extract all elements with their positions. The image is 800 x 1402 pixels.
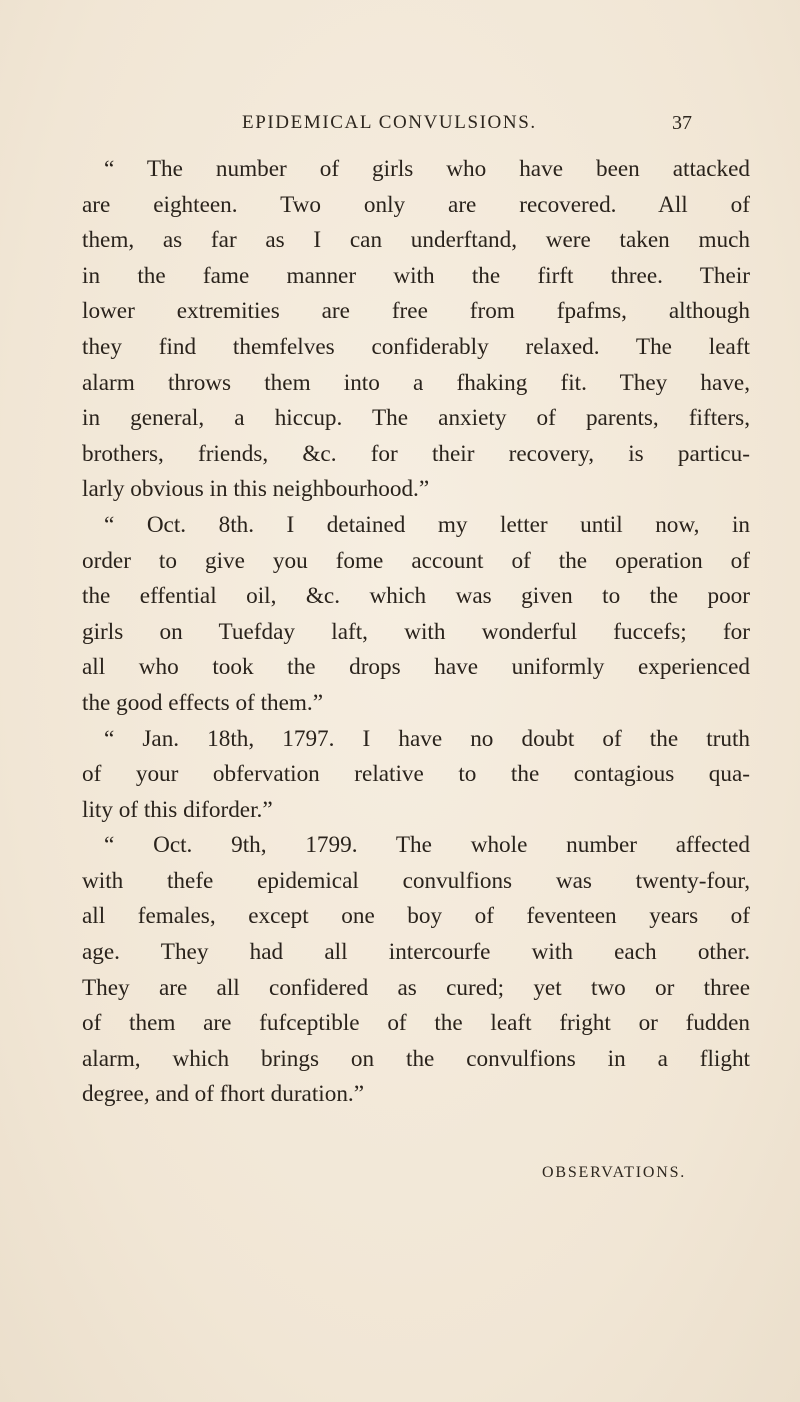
text-line: them, as far as I can underftand, were taken much [82,227,750,254]
text-line: the effential oil, &c. which was given to the poor [82,583,750,610]
text-line: degree, and of fhort duration.” [82,1081,364,1108]
text-line: “ The number of girls who have been attacked [104,156,750,182]
text-line: brothers, friends, &c. for their recovery, is particu- [82,440,750,467]
text-line: in general, a hiccup. The anxiety of parents, fifters, [82,405,750,432]
text-line: “ Oct. 9th, 1799. The whole number affected [104,832,750,859]
text-line: all who took the drops have uniformly experienced [82,654,750,681]
body-text [82,152,750,1113]
text-line: They are all confidered as cured; yet two or three [82,974,750,1001]
text-line: of them are fufceptible of the leaft fright or fudden [82,1010,750,1037]
running-title: EPIDEMICAL CONVULSIONS. [242,112,537,133]
text-line: they find themfelves confiderably relaxed. The leaft [82,333,750,360]
catchword: OBSERVATIONS. [542,1164,687,1181]
text-line: the good effects of them.” [82,689,324,716]
text-line: lower extremities are free from fpafms, although [82,298,750,325]
text-line: girls on Tuefday laft, with wonderful fuccefs; for [82,618,750,645]
text-line: alarm throws them into a fhaking fit. They have, [82,369,750,396]
text-line: all females, except one boy of feventeen years of [82,903,750,930]
text-line: alarm, which brings on the convulfions in a flight [82,1045,750,1072]
text-line: are eighteen. Two only are recovered. All of [82,191,750,218]
text-line: order to give you fome account of the operation of [82,547,750,574]
text-line: with thefe epidemical convulfions was twenty-four, [82,867,750,894]
text-line: “ Oct. 8th. I detained my letter until now, in [104,511,750,538]
text-line: lity of this diforder.” [82,796,273,823]
text-line: age. They had all intercourfe with each other. [82,939,750,966]
text-line: larly obvious in this neighbourhood.” [82,476,430,503]
text-line: in the fame manner with the firft three. Their [82,262,750,289]
text-line: “ Jan. 18th, 1797. I have no doubt of the truth [104,725,750,752]
page-number: 37 [672,112,692,134]
running-head [242,112,692,142]
text-line: of your obfervation relative to the contagious qua- [82,761,750,788]
